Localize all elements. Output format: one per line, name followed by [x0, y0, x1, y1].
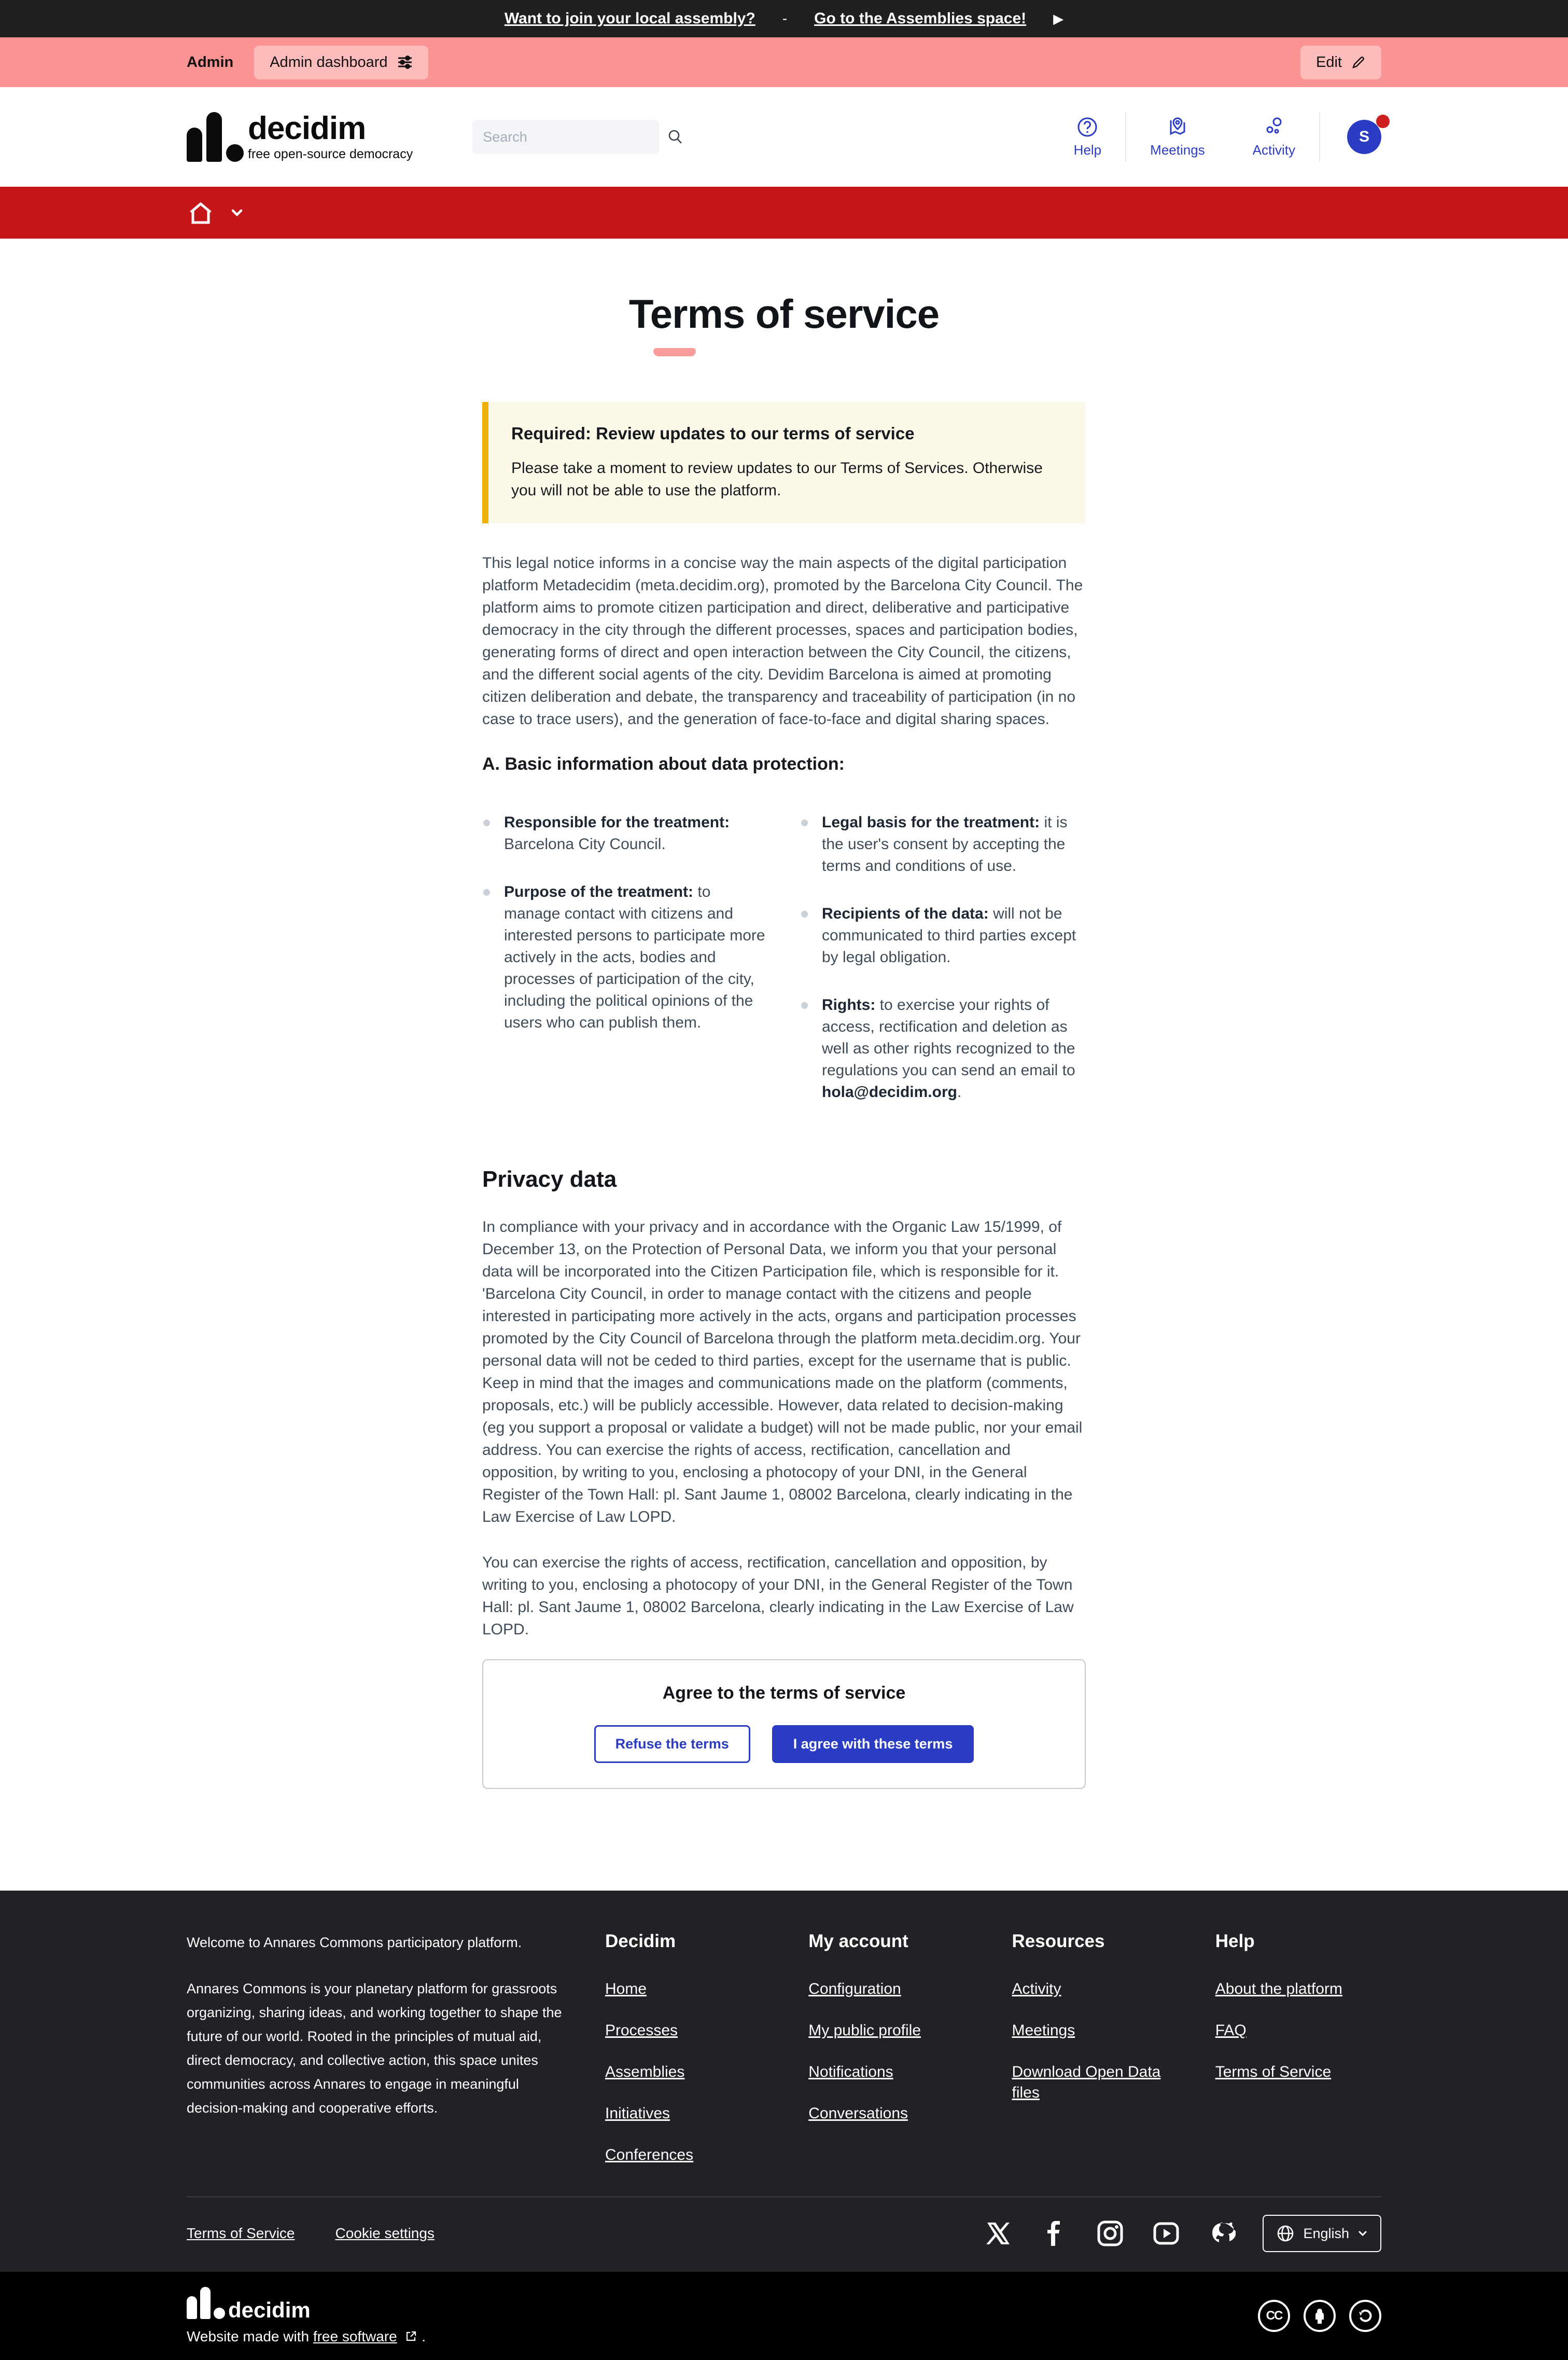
footer-link[interactable]: Conversations [808, 2105, 908, 2122]
pencil-icon [1351, 55, 1366, 70]
footer-link[interactable]: FAQ [1215, 2022, 1247, 2039]
header-nav [1050, 112, 1381, 162]
header-divider [1319, 112, 1320, 162]
decidim-logo-mark [187, 2287, 225, 2319]
footer-legal-links [187, 2225, 435, 2242]
footer-column-title: Help [1215, 1931, 1255, 1951]
privacy-paragraph-1: In compliance with your privacy and in accordance with the Organic Law 15/1999, of December 13, on the Protection of Personal Data, we inform you that your personal data will be incorporated into the Citizen Participation file, which is responsible for it. 'Barcelona City Council, in order to manage contact with the citizens and people interested in participating more actively in the acts, organs and participation processes promoted by the City Council of Barcelona through the platform meta.decidim.org. Your personal data will not be ceded to third parties, except for the username that is public. Keep in mind that the images and communications made on the platform (comments, proposals, etc.) will be publicly accessible. However, data related to decision-making (eg you support a proposal or validate a budget) will not be made public, nor your email address. You can exercise the rights of access, rectification, cancellation and opposition, by writing to you, enclosing a photocopy of your DNI, in the General Register of the Town Hall: pl. Sant Jaume 1, 08002 Barcelona, clearly indicating in the Law Exercise of Law LOPD. [482, 1218, 1083, 1525]
footer-welcome: Welcome to Annares Commons participatory platform. [187, 1935, 522, 1950]
logo-wordmark: decidim [228, 2298, 311, 2323]
bottom-bar [0, 2272, 1568, 2360]
footer-link[interactable]: Notifications [808, 2063, 893, 2080]
footer-link[interactable]: Conferences [605, 2146, 694, 2163]
cc-sa-icon [1349, 2300, 1381, 2332]
logo-wordmark: decidim [248, 110, 366, 147]
assemblies-space-link[interactable]: Go to the Assemblies space! [814, 10, 1027, 27]
footer-link[interactable]: My public profile [808, 2022, 921, 2039]
refuse-terms-button[interactable]: Refuse the terms [594, 1725, 750, 1763]
sliders-icon [397, 54, 413, 70]
footer-link[interactable]: Terms of Service [1215, 2063, 1332, 2080]
privacy-paragraph-2: You can exercise the rights of access, rectification, cancellation and opposition, by writing to you, enclosing a photocopy of your DNI, in the General Register of the Town Hall: pl. Sant Jaume 1, 08002 Barcelona, clearly indicating in the Law Exercise of Law LOPD. [482, 1554, 1074, 1638]
page-title: Terms of service [628, 291, 940, 337]
legal-notice-paragraph: This legal notice informs in a concise way the main aspects of the digital participation platform Metadecidim (meta.decidim.org), promoted by the Barcelona City Council. The platform aims to promote citizen participation and direct, deliberative and participative democracy in the city through the different processes, spaces and participation bodies, generating forms of direct and open interaction between the City Council, the citizens, and the different social agents of the city. Devidim Barcelona is aimed at promoting citizen deliberation and debate, the transparency and traceability of participation (in no case to trace users), and the generation of face-to-face and digital sharing spaces. [482, 554, 1083, 728]
search-icon[interactable] [666, 128, 684, 146]
chevron-down-icon[interactable] [230, 206, 244, 219]
notification-dot [1376, 115, 1390, 128]
footer-link[interactable]: Assemblies [605, 2063, 685, 2080]
home-icon[interactable] [187, 199, 215, 227]
activity-bubbles-icon [1263, 116, 1285, 138]
footer-cookies-link[interactable]: Cookie settings [335, 2225, 435, 2241]
assembly-banner [0, 0, 1568, 37]
footer-column-my-account [808, 1931, 974, 2197]
social-links [985, 2220, 1236, 2247]
bullets-left-column [482, 812, 768, 1129]
footer-column-title: My account [808, 1931, 908, 1951]
banner-separator: - [782, 10, 788, 26]
footer-column-resources [1012, 1931, 1178, 2197]
decidim-logo-mark [187, 112, 244, 162]
decidim-logo-footer[interactable] [187, 2287, 426, 2323]
cc-icon: CC [1258, 2300, 1290, 2332]
youtube-icon[interactable] [1153, 2220, 1180, 2247]
data-protection-bullets [482, 812, 1086, 1129]
cc-by-icon [1304, 2300, 1336, 2332]
made-with-text: Website made with free software . [187, 2328, 426, 2344]
footer-link-list [1012, 1979, 1178, 2103]
footer-columns [187, 1931, 1381, 2197]
nav-help[interactable]: Help [1050, 116, 1125, 158]
callout-title: Required: Review updates to our terms of service [511, 424, 915, 443]
avatar[interactable]: S [1347, 120, 1381, 154]
list-item: Recipients of the data: will not be communicated to third parties except by legal obligation. [800, 903, 1086, 968]
footer-link[interactable]: Processes [605, 2022, 678, 2039]
list-item: Legal basis for the treatment: it is the user's consent by accepting the terms and conditions of use. [800, 812, 1086, 877]
admin-bar [0, 37, 1568, 87]
footer-link[interactable]: Configuration [808, 1980, 901, 1997]
site-footer [0, 1891, 1568, 2272]
join-assembly-link[interactable]: Want to join your local assembly? [504, 10, 755, 27]
callout-body: Please take a moment to review updates to our Terms of Services. Otherwise you will not be able to use the platform. [511, 460, 1043, 499]
cc-license-icons [1258, 2300, 1381, 2332]
footer-link-list [808, 1979, 974, 2124]
decidim-logo[interactable] [187, 112, 413, 162]
footer-column-title: Decidim [605, 1931, 676, 1951]
footer-column-title: Resources [1012, 1931, 1105, 1951]
list-item: Rights: to exercise your rights of access, rectification and deletion as well as other rights recognized to the regulations you can send an email to hola@decidim.org. [800, 994, 1086, 1103]
required-review-callout [482, 402, 1086, 523]
footer-column-help [1215, 1931, 1381, 2197]
arrow-right-icon: ▶ [1053, 10, 1064, 26]
data-protection-heading: A. Basic information about data protection: [482, 754, 845, 774]
agree-terms-box [482, 1659, 1086, 1789]
footer-link[interactable]: About the platform [1215, 1980, 1342, 1997]
nav-meetings[interactable]: Meetings [1126, 116, 1229, 158]
nav-activity[interactable]: Activity [1229, 116, 1319, 158]
main-content [0, 239, 1568, 1891]
user-menu[interactable] [1347, 120, 1381, 154]
help-icon [1076, 116, 1098, 138]
search-input[interactable] [483, 129, 666, 145]
site-header [0, 87, 1568, 187]
footer-link[interactable]: Home [605, 1980, 647, 1997]
x-icon[interactable] [985, 2220, 1012, 2247]
privacy-data-heading: Privacy data [482, 1167, 617, 1192]
main-nav [0, 187, 1568, 239]
globe-icon [1276, 2224, 1295, 2243]
list-item: Responsible for the treatment: Barcelona City Council. [482, 812, 768, 855]
footer-link-list [605, 1979, 771, 2165]
agree-box-title: Agree to the terms of service [662, 1683, 906, 1703]
footer-about: Annares Commons is your planetary platform for grassroots organizing, sharing ideas, and working together to shape the future of our world. Rooted in the principles of mutual aid, direct democracy, and collective action, this space unites communities across Annares to engage in meaningful decision-making and cooperative efforts. [187, 1981, 562, 2116]
admin-label: Admin [187, 53, 234, 71]
footer-link[interactable]: Activity [1012, 1980, 1061, 1997]
free-software-link[interactable]: free software [313, 2328, 397, 2344]
facebook-icon[interactable] [1041, 2220, 1068, 2247]
footer-terms-link[interactable]: Terms of Service [187, 2225, 295, 2241]
logo-tagline: free open-source democracy [248, 147, 413, 161]
footer-link[interactable]: Download Open Data files [1012, 2063, 1161, 2101]
list-item: Purpose of the treatment: to manage contact with citizens and interested persons to participate more actively in the acts, bodies and processes of participation of the city, including the political opinions of the users who can publish them. [482, 881, 768, 1034]
admin-dashboard-button[interactable]: Admin dashboard [254, 46, 428, 79]
footer-bottom-row [187, 2197, 1381, 2270]
search-box [472, 120, 659, 154]
map-pin-icon [1167, 116, 1188, 138]
language-selector[interactable]: English [1263, 2215, 1381, 2252]
footer-link-list [1215, 1979, 1381, 2083]
footer-column-decidim [605, 1931, 771, 2197]
bullets-right-column [800, 812, 1086, 1129]
footer-link[interactable]: Initiatives [605, 2105, 670, 2122]
chevron-down-icon [1357, 2228, 1368, 2239]
title-underline [653, 348, 696, 356]
edit-button[interactable]: Edit [1300, 46, 1381, 79]
agree-terms-button[interactable]: I agree with these terms [772, 1725, 974, 1763]
instagram-icon[interactable] [1097, 2220, 1124, 2247]
footer-description [187, 1931, 568, 2197]
footer-link[interactable]: Meetings [1012, 2022, 1075, 2039]
external-link-icon [405, 2330, 417, 2342]
github-icon[interactable] [1209, 2220, 1236, 2247]
